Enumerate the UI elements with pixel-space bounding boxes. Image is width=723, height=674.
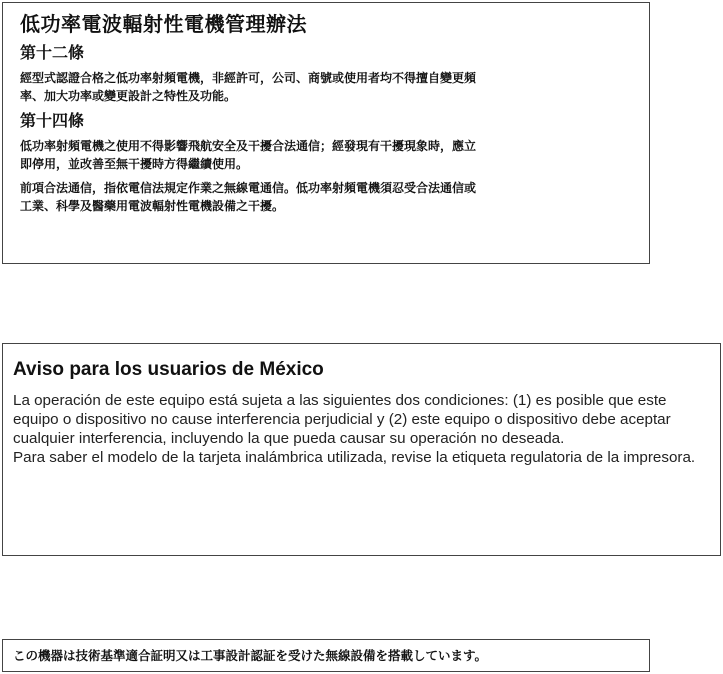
mexico-notice-paragraph-1: La operación de este equipo está sujeta a las siguientes dos condiciones: (1) es posible que este equipo o dispositivo no cause interferencia perjudicial y (2) este equipo o dispositivo debe aceptar cualquier interferencia, incluyendo la que pueda causar su operación no deseada. xyxy=(13,392,671,447)
mexico-regulatory-notice xyxy=(2,343,721,556)
article-14 xyxy=(20,111,635,215)
taiwan-notice-title: 低功率電波輻射性電機管理辦法 xyxy=(20,12,307,36)
article-14-paragraph-2: 前項合法通信，指依電信法規定作業之無線電通信。低功率射頻電機須忍受合法通信或 工業、科學及醫藥用電波輻射性電機設備之干擾。 xyxy=(20,181,477,213)
article-12-heading: 第十二條 xyxy=(20,43,85,62)
japan-regulatory-notice xyxy=(2,639,650,672)
taiwan-regulatory-notice xyxy=(2,2,650,264)
article-12-paragraph: 經型式認證合格之低功率射頻電機，非經許可，公司、商號或使用者均不得擅自變更頻 率、加大功率或變更設計之特性及功能。 xyxy=(20,71,477,103)
article-12 xyxy=(20,43,635,105)
article-14-paragraph-1: 低功率射頻電機之使用不得影響飛航安全及干擾合法通信；經發現有干擾現象時，應立 即停用，並改善至無干擾時方得繼續使用。 xyxy=(20,139,477,171)
mexico-notice-title: Aviso para los usuarios de México xyxy=(13,359,324,380)
article-14-heading: 第十四條 xyxy=(20,111,85,130)
japan-notice-text: この機器は技術基準適合証明又は工事設計認証を受けた無線設備を搭載しています。 xyxy=(13,647,488,663)
mexico-notice-paragraph-2: Para saber el modelo de la tarjeta inalámbrica utilizada, revise la etiqueta regulatoria de la impresora. xyxy=(13,449,696,466)
